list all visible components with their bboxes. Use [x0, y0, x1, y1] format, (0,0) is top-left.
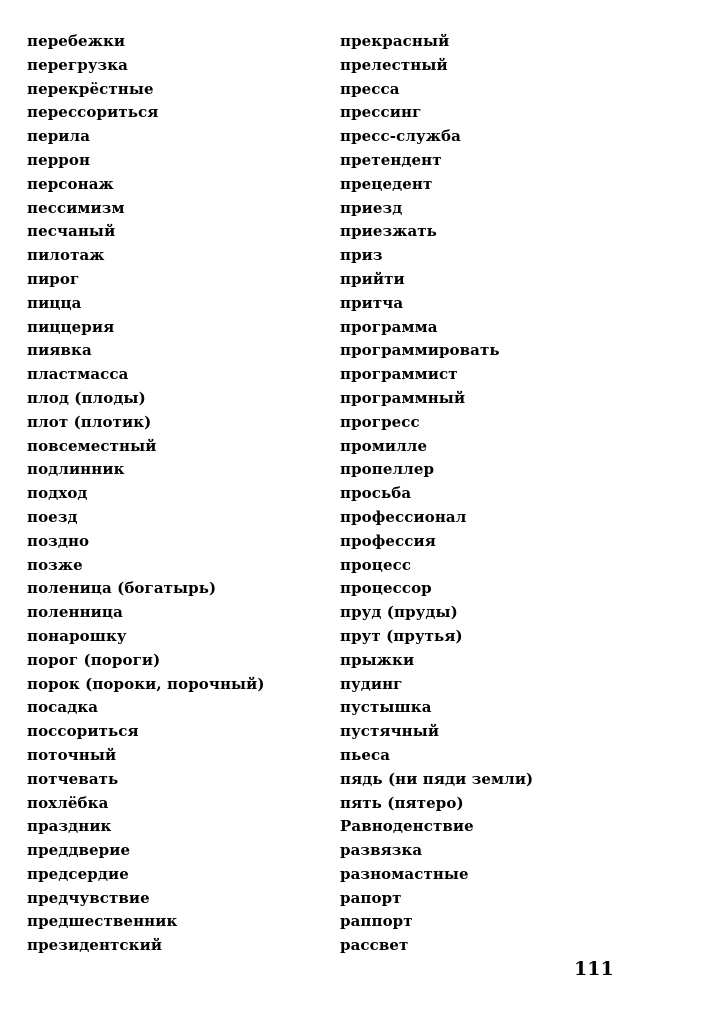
list-item: раппорт [340, 912, 413, 931]
list-item: потчевать [27, 769, 119, 788]
list-item: предсердие [27, 864, 129, 883]
list-item: пицца [27, 293, 82, 312]
list-item: позже [27, 555, 83, 574]
list-item: поссориться [27, 722, 139, 741]
list-item: рапорт [340, 888, 402, 907]
list-item: пиццерия [27, 317, 115, 336]
list-item: пудинг [340, 674, 403, 693]
list-item: пьеса [340, 745, 391, 764]
list-item: приз [340, 246, 383, 265]
list-item: претендент [340, 150, 442, 169]
list-item: профессионал [340, 507, 467, 526]
list-item: пустячный [340, 722, 440, 741]
list-item: понарошку [27, 626, 127, 645]
list-item: развязка [340, 841, 423, 860]
list-item: программист [340, 365, 458, 384]
list-item: пиявка [27, 341, 92, 360]
list-item: Равноденствие [340, 817, 474, 836]
list-item: процесс [340, 555, 412, 574]
list-item: пилотаж [27, 246, 105, 265]
list-item: президентский [27, 936, 163, 955]
word-list-right-column [340, 30, 533, 958]
list-item: пять (пятеро) [340, 793, 464, 812]
list-item: плот (плотик) [27, 412, 152, 431]
list-item: перила [27, 127, 91, 146]
list-item: перекрёстные [27, 79, 154, 98]
list-item: программа [340, 317, 438, 336]
list-item: плод (плоды) [27, 388, 146, 407]
list-item: прекрасный [340, 32, 450, 50]
list-item: программировать [340, 341, 500, 360]
list-item: пессимизм [27, 198, 125, 217]
list-item: пластмасса [27, 365, 129, 384]
list-item: прут (прутья) [340, 626, 463, 645]
list-item: поезд [27, 507, 78, 526]
word-list-left-column [27, 30, 265, 958]
list-item: рассвет [340, 936, 409, 955]
list-item: повсеместный [27, 436, 157, 455]
list-item: пропеллер [340, 460, 435, 479]
list-item: пресс-служба [340, 127, 461, 146]
list-item: разномастные [340, 864, 469, 883]
list-item: похлёбка [27, 793, 109, 812]
list-item: программный [340, 388, 466, 407]
list-item: предшественник [27, 912, 178, 931]
list-item: притча [340, 293, 404, 312]
list-item: праздник [27, 817, 112, 836]
list-item: пустышка [340, 698, 432, 717]
list-item: пруд (пруды) [340, 603, 458, 622]
list-item: прогресс [340, 412, 420, 431]
list-item: прецедент [340, 174, 433, 193]
list-item: преддверие [27, 841, 131, 860]
list-item: песчаный [27, 222, 116, 241]
list-item: приезжать [340, 222, 437, 241]
list-item: посадка [27, 698, 99, 717]
list-item: подход [27, 484, 88, 503]
list-item: прессинг [340, 103, 422, 122]
list-item: поточный [27, 745, 117, 764]
list-item: поленница [27, 603, 123, 622]
list-item: процессор [340, 579, 432, 598]
list-item: перрон [27, 150, 91, 169]
list-item: перебежки [27, 32, 126, 50]
list-item: предчувствие [27, 888, 150, 907]
list-item: прелестный [340, 55, 448, 74]
list-item: порог (пороги) [27, 650, 161, 669]
list-item: профессия [340, 531, 436, 550]
list-item: приезд [340, 198, 403, 217]
list-item: прийти [340, 269, 405, 288]
list-item: персонаж [27, 174, 114, 193]
page-number: 111 [574, 958, 614, 980]
list-item: промилле [340, 436, 428, 455]
list-item: перессориться [27, 103, 159, 122]
list-item: поздно [27, 531, 90, 550]
list-item: поленица (богатырь) [27, 579, 217, 598]
list-item: пирог [27, 269, 80, 288]
list-item: перегрузка [27, 55, 128, 74]
list-item: просьба [340, 484, 412, 503]
list-item: прыжки [340, 650, 415, 669]
list-item: подлинник [27, 460, 125, 479]
list-item: порок (пороки, порочный) [27, 674, 265, 693]
list-item: пядь (ни пяди земли) [340, 769, 534, 788]
list-item: пресса [340, 79, 400, 98]
